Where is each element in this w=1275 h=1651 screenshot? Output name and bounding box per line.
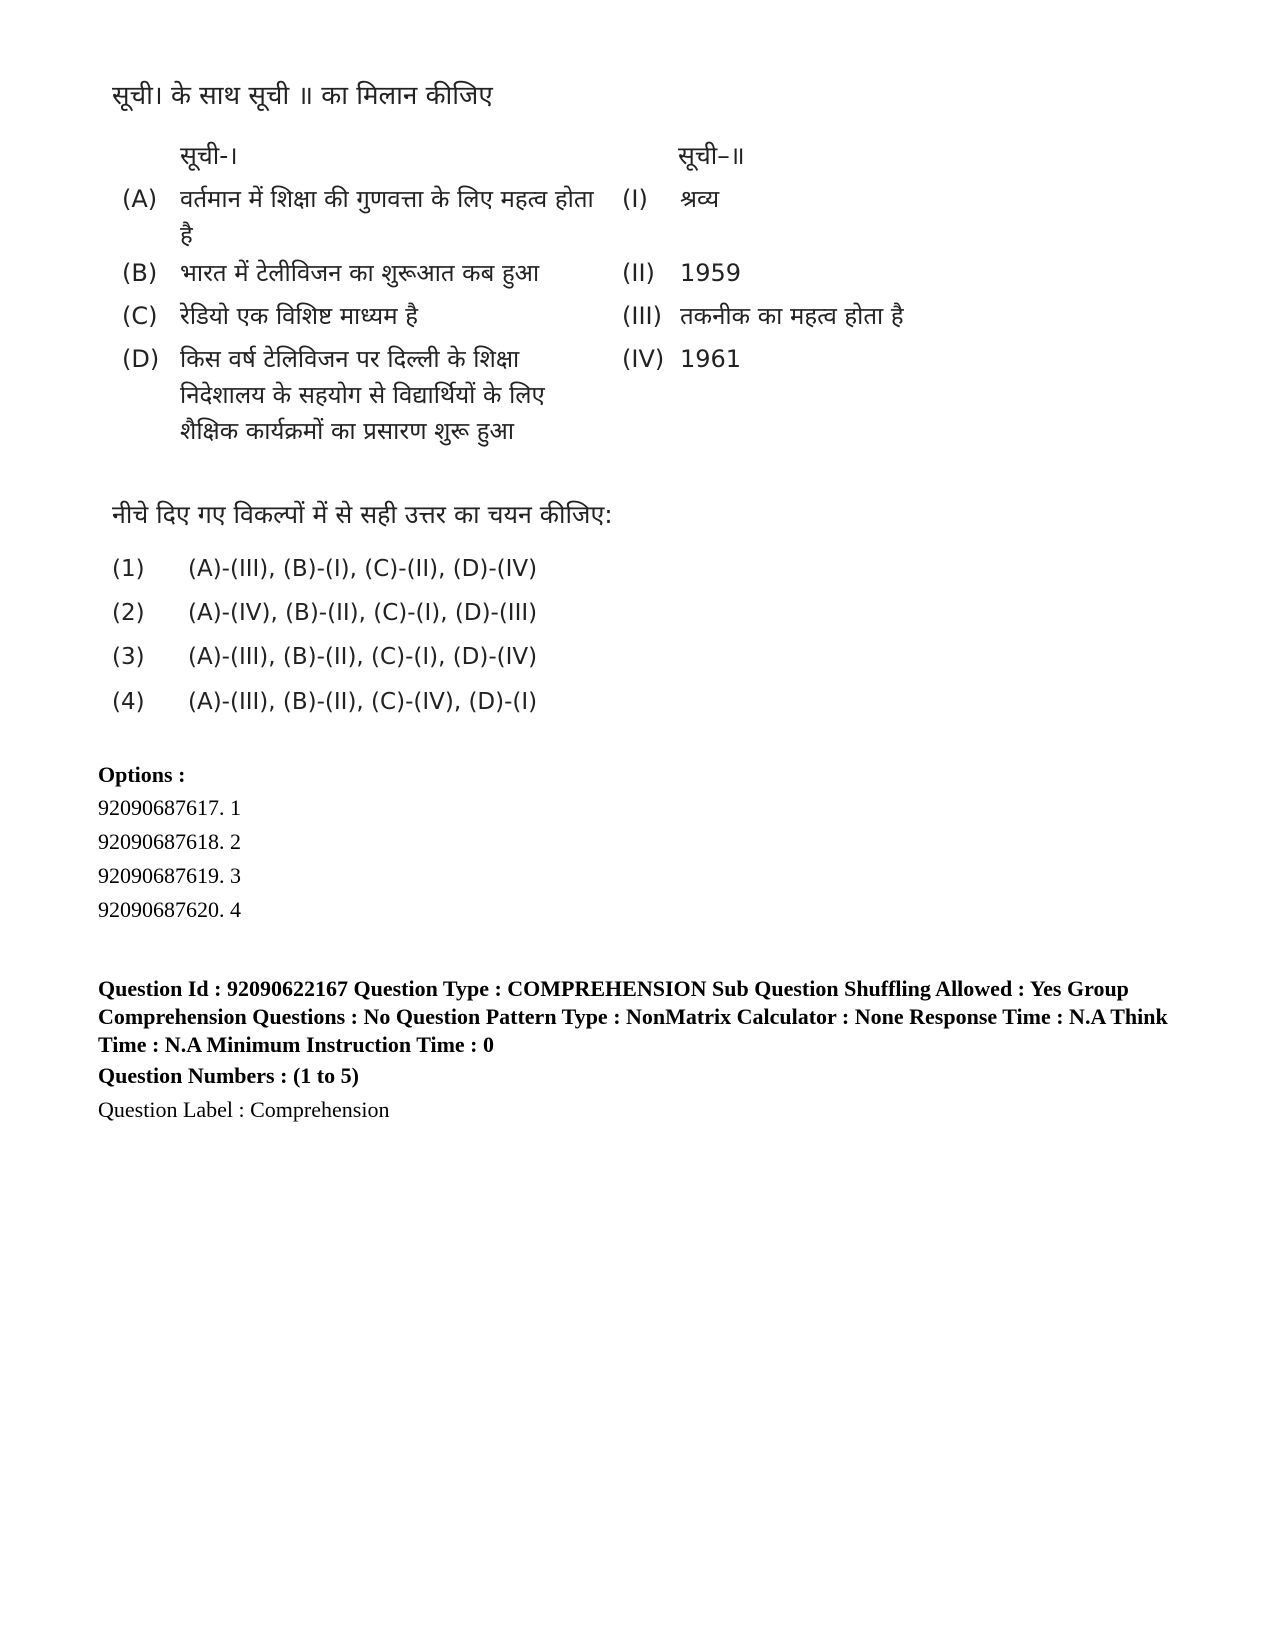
option-item: 92090687619. 3	[98, 863, 241, 888]
choice-text: (A)-(III), (B)-(II), (C)-(I), (D)-(IV)	[188, 644, 538, 670]
option-item: 92090687620. 4	[98, 897, 241, 922]
question-label: Question Label : Comprehension	[98, 1097, 390, 1122]
choice-text: (A)-(III), (B)-(I), (C)-(II), (D)-(IV)	[188, 556, 538, 582]
list-1-key: (C)	[122, 302, 158, 330]
option-item: 92090687618. 2	[98, 829, 241, 854]
list-1-text: रेडियो एक विशिष्ट माध्यम है	[180, 302, 418, 330]
list-2-key: (II)	[622, 259, 655, 287]
list-1-text: वर्तमान में शिक्षा की गुणवत्ता के लिए महत्व होता है	[180, 185, 594, 249]
list-2-text: तकनीक का महत्व होता है	[680, 302, 904, 330]
list-1-key: (B)	[122, 259, 158, 287]
list-2-key: (I)	[622, 185, 648, 213]
choice-number: (2)	[112, 600, 145, 626]
answer-instruction: नीचे दिए गए विकल्पों में से सही उत्तर का चयन कीजिए:	[112, 500, 613, 529]
list-2-text: 1961	[680, 345, 742, 373]
options-heading: Options :	[98, 762, 186, 787]
question-title: सूची। के साथ सूची ॥ का मिलान कीजिए	[112, 81, 493, 111]
choice-text: (A)-(IV), (B)-(II), (C)-(I), (D)-(III)	[188, 600, 538, 626]
question-meta: Question Id : 92090622167 Question Type : COMPREHENSION Sub Question Shuffling Allowed : Yes Group Comprehension Questions : No Question Pattern Type : NonMatrix Calculator : None Response Time : N.A Think Time : N.A Minimum Instruction Time : 0	[98, 976, 1168, 1057]
list-1-text: भारत में टेलीविजन का शुरूआत कब हुआ	[180, 259, 540, 287]
option-item: 92090687617. 1	[98, 795, 241, 820]
list-2-heading: सूची–॥	[678, 141, 745, 170]
list-1-text: किस वर्ष टेलिविजन पर दिल्ली के शिक्षा निदेशालय के सहयोग से विद्यार्थियों के लिए शैक्षिक कार्यक्रमों का प्रसारण शुरू हुआ	[180, 345, 545, 445]
list-1-key: (D)	[122, 345, 160, 373]
list-2-text: 1959	[680, 259, 742, 287]
list-2-key: (IV)	[622, 345, 665, 373]
list-2-text: श्रव्य	[680, 185, 720, 213]
list-1-heading: सूची-।	[180, 141, 238, 170]
list-1-key: (A)	[122, 185, 158, 213]
choice-number: (1)	[112, 556, 145, 582]
choice-text: (A)-(III), (B)-(II), (C)-(IV), (D)-(I)	[188, 689, 538, 715]
choice-number: (4)	[112, 689, 145, 715]
choice-number: (3)	[112, 644, 145, 670]
question-numbers: Question Numbers : (1 to 5)	[98, 1063, 359, 1088]
list-2-key: (III)	[622, 302, 662, 330]
